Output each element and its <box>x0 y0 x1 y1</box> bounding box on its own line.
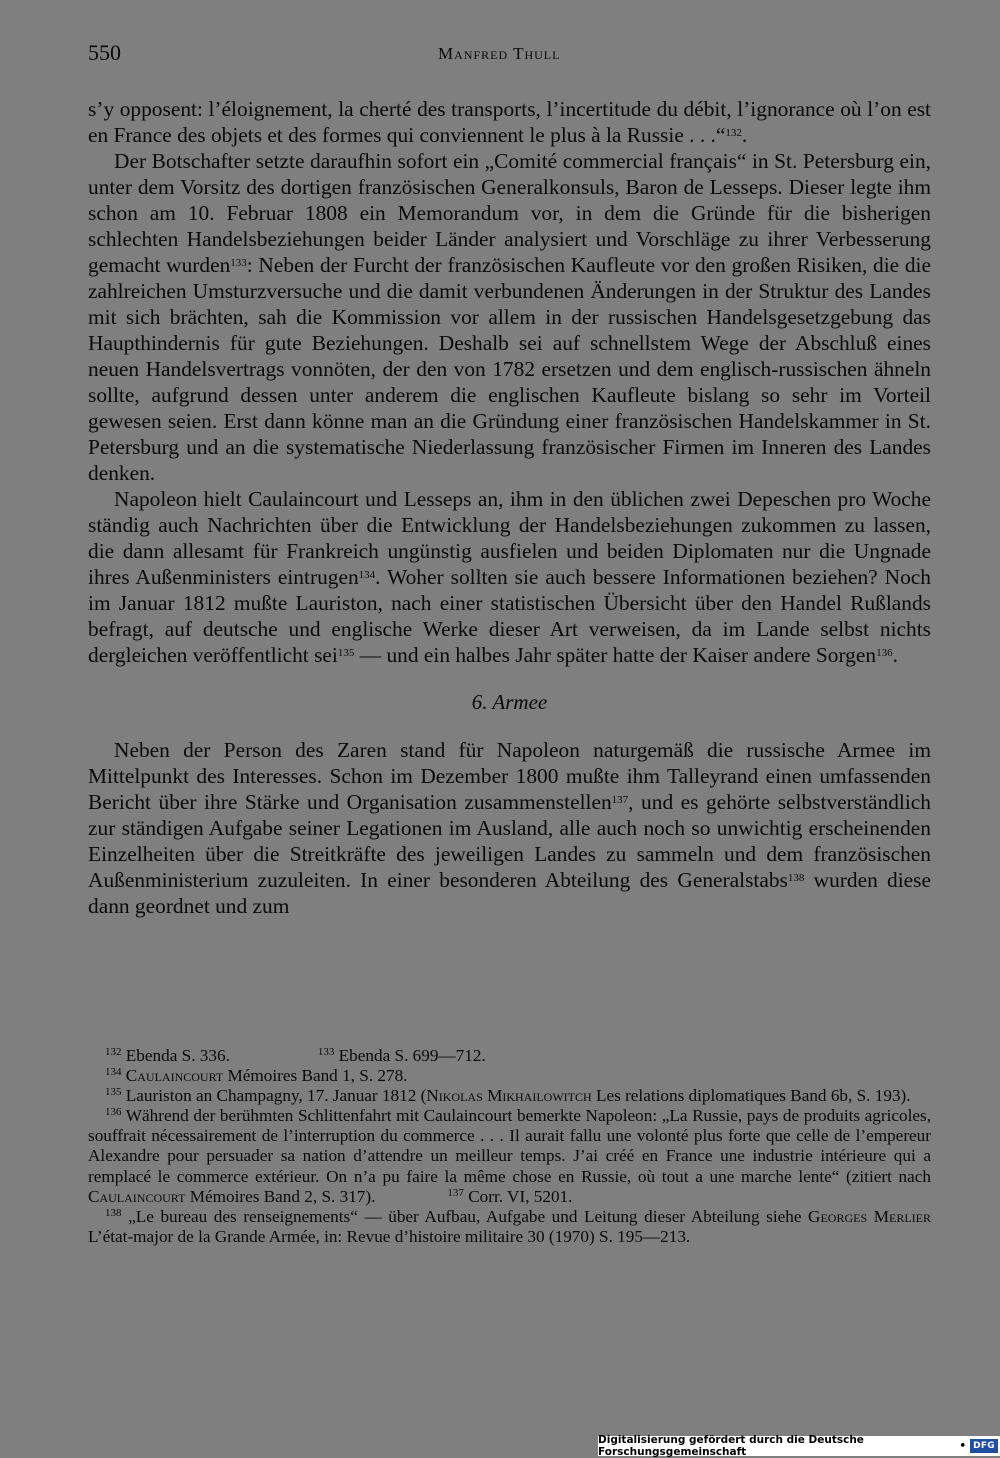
paragraph <box>88 96 931 148</box>
text-run: . <box>741 123 748 147</box>
footnote <box>88 1207 931 1247</box>
footnotes <box>88 1046 931 1247</box>
text-run: . Woher sollten sie auch bessere Informationen beziehen? Noch im Januar 1812 mußte Lauriston, nach einer statistischen Übersicht über den Handel Rußlands befragt, auf deutsche und englische Werke dieser Art verweisen, da im Lande selbst nichts dergleichen veröffentlicht sei <box>88 565 931 667</box>
paragraph <box>88 737 931 919</box>
footnote-author: Georges Merlier <box>808 1206 932 1226</box>
page-number: 550 <box>88 40 121 65</box>
footnote-author: Caulaincourt <box>88 1186 186 1206</box>
text-run: s’y opposent: l’éloignement, la cherté des transports, l’incertitude du débit, l’ignorance où l’on est en France des objets et des formes qui conviennent le plus à la Russie . . .“ <box>88 97 931 147</box>
footnote-ref: 135 <box>337 647 355 659</box>
footnote-ref: 136 <box>876 647 893 659</box>
text-run: : Neben der Furcht der französischen Kaufleute vor den großen Risiken, die die zahlreichen Umsturzversuche und die damit verbundenen Änderungen in der Struktur des Landes mit sich brächten, sah die Kommission vor allem in der russischen Handelsgesetzgebung das Haupthindernis für gute Beziehungen. Deshalb sei auf schnellstem Wege der Abschluß eines neuen Handelsvertrags vonnöten, der den von 1782 ersetzen und dem englisch-russischen ähneln sollte, aufgrund dessen unter anderem die englischen Kaufleute bislang so sehr im Vorteil gewesen seien. Erst dann könne man an die Gründung einer französischen Handelskammer in St. Petersburg und an die systematische Niederlassung französischer Firmen im Inneren des Landes denken. <box>88 253 931 485</box>
text-run: , und es gehörte selbstverständlich zur ständigen Aufgabe seiner Legationen im Ausland, alle auch noch so unwichtig erscheinenden Einzelheiten über die Streitkräfte des jeweiligen Landes zu sammeln und dem französischen Außenministerium zuzuleiten. In einer besonderen Abteilung des Generalstabs <box>88 790 931 892</box>
footnote-text: Mémoires Band 1, S. 278. <box>223 1066 408 1086</box>
footnote <box>88 1086 931 1106</box>
footnote <box>88 1106 931 1206</box>
footnote-ref: 137 <box>611 794 629 806</box>
footnote-text: Lauriston an Champagny, 17. Januar 1812 ( <box>121 1086 427 1106</box>
footnote-text: „Le bureau des renseignements“ — über Aufbau, Aufgabe und Leitung dieser Abteilung siehe <box>121 1206 809 1226</box>
footnote-number: 137 <box>447 1186 464 1199</box>
footnote-ref: 138 <box>787 872 805 884</box>
text-run: Napoleon hielt Caulaincourt und Lesseps an, ihm in den üblichen zwei Depeschen pro Woche ständig auch Nachrichten über die Entwicklung der Handelsbeziehungen zukommen zu lassen, die dann allesamt für Frankreich ungünstig ausfielen und beiden Diplomaten nur die Ungnade ihres Außenministers eintrugen <box>88 487 931 589</box>
footnote-author: Nikolas Mikhailowitch <box>426 1086 592 1106</box>
footnote-text: Ebenda S. 699—712. <box>334 1046 486 1065</box>
footnote-text: L’état-major de la Grande Armée, in: Revue d’histoire militaire 30 (1970) S. 195—213. <box>88 1226 691 1246</box>
paragraph <box>88 486 931 668</box>
footnote-number: 136 <box>105 1106 122 1119</box>
paragraph <box>88 148 931 486</box>
section-heading: 6. Armee <box>471 690 548 714</box>
digitization-footer <box>598 1436 1000 1456</box>
text-run: Der Botschafter setzte daraufhin sofort ein „Comité commercial français“ in St. Petersburg ein, unter dem Vorsitz des dortigen französischen Generalkonsuls, Baron de Lesseps. Dieser legte ihm schon am 10. Februar 1808 ein Memorandum vor, in dem die Gründe für die bisherigen schlechten Handelsbeziehungen beider Länder analysiert und Vorschläge zu ihrer Verbesserung gemacht wurden <box>88 149 931 277</box>
text-run: wurden diese dann geordnet und zum <box>88 868 931 918</box>
footer-text: Digitalisierung gefördert durch die Deutsche Forschungsgemeinschaft <box>598 1434 864 1458</box>
footnote-number: 134 <box>105 1066 122 1079</box>
footnote <box>88 1046 931 1066</box>
footnote-text: Mémoires Band 2, S. 317). <box>185 1186 376 1206</box>
dfg-logo: DFG <box>970 1439 998 1453</box>
text-run: . <box>892 643 898 667</box>
text-run: — und ein halbes Jahr später hatte der Kaiser andere Sorgen <box>354 643 877 667</box>
running-head: Manfred Thull <box>438 44 561 63</box>
text-run: Neben der Person des Zaren stand für Napoleon naturgemäß die russische Armee im Mittelpunkt des Interesses. Schon im Dezember 1800 mußte ihm Talleyrand einen umfassenden Bericht über ihre Stärke und Organisation zusammenstellen <box>88 738 931 814</box>
footnote-ref: 132 <box>725 127 742 139</box>
footnote-ref: 134 <box>358 569 376 581</box>
footnote-ref: 133 <box>230 257 247 269</box>
footnote-number: 133 <box>317 1046 335 1058</box>
footer-separator: • <box>959 1440 967 1452</box>
footnote-text: Corr. VI, 5201. <box>463 1186 573 1206</box>
footnote-number: 135 <box>105 1086 122 1099</box>
footnote-text: Während der berühmten Schlittenfahrt mit Caulaincourt bemerkte Napoleon: „La Russie, pays de produits agricoles, souffrait nécessairement de l’interruption du commerce . . . Il aurait fallu une volonté plus forte que celle de l’empereur Alexandre pour persuader sa nation d’attendre un meilleur temps. J’ai créé en France une industrie intérieure qui a remplacé le commerce extérieur. On n’a pu faire la même chose en Russie, où tout a une marche lente“ (zitiert nach <box>88 1106 931 1186</box>
footnote-text: Ebenda S. 336. <box>121 1046 230 1065</box>
footnote-number: 132 <box>105 1046 122 1058</box>
footnote-author: Caulaincourt <box>125 1066 224 1086</box>
footnote-text: Les relations diplomatiques Band 6b, S. 193). <box>591 1086 911 1106</box>
body-text <box>88 96 931 919</box>
footnote-number: 138 <box>105 1206 122 1219</box>
footnote <box>88 1066 931 1086</box>
